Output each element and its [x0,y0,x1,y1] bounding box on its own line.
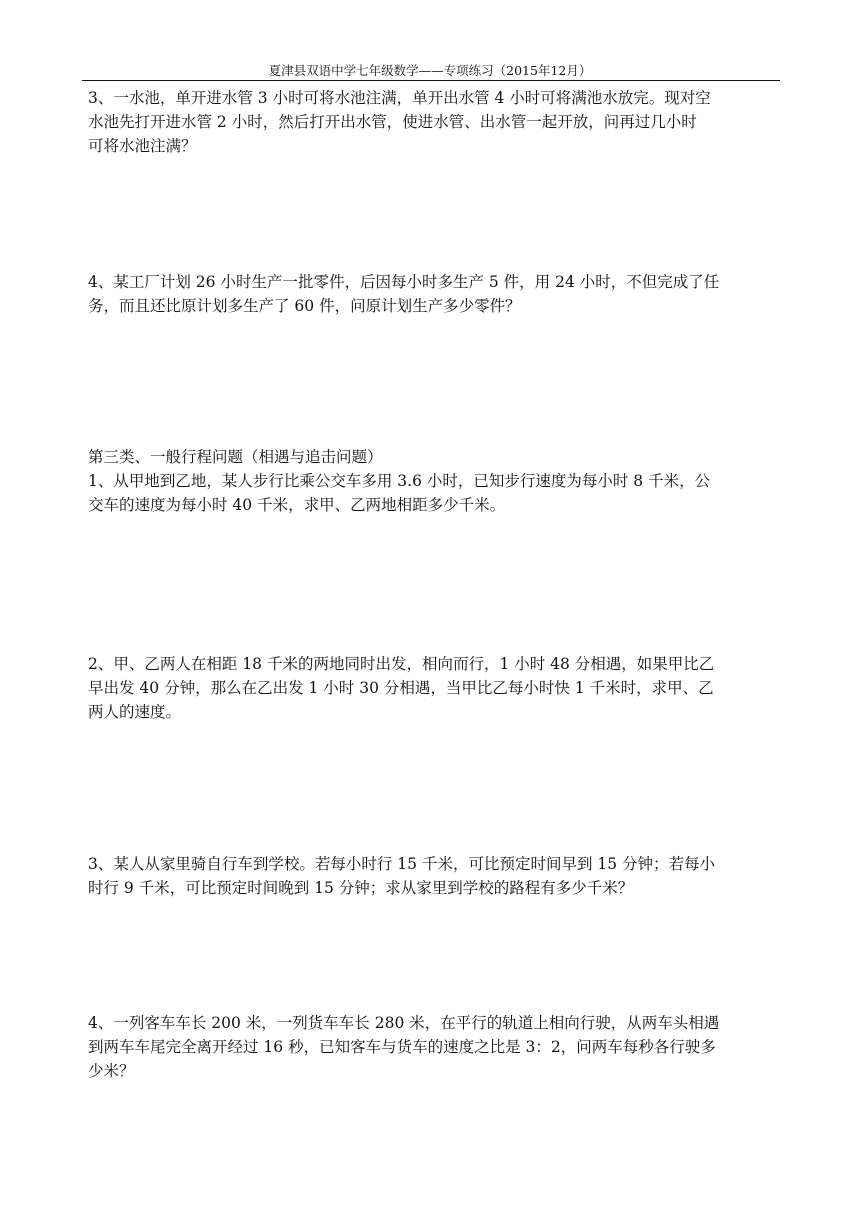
problem-line: 时行 9 千米，可比预定时间晚到 15 分钟；求从家里到学校的路程有多少千米？ [88,879,634,897]
problem-3-1 [88,469,778,517]
header-rule [82,80,780,81]
problem-line: 3、某人从家里骑自行车到学校。若每小时行 15 千米，可比预定时间早到 15 分钟；若每小 [88,855,716,873]
problem-line: 1、从甲地到乙地，某人步行比乘公交车多用 3.6 小时，已知步行速度为每小时 8 千米，公 [88,472,711,490]
problem-line: 4、一列客车车长 200 米，一列货车车长 280 米，在平行的轨道上相向行驶，从两车头相遇 [88,1014,720,1032]
problem-2-4 [88,270,778,318]
problem-line: 水池先打开进水管 2 小时，然后打开出水管，使进水管、出水管一起开放，问再过几小时 [88,113,697,131]
problem-line: 3、一水池，单开进水管 3 小时可将水池注满，单开出水管 4 小时可将满池水放完。现对空 [88,89,711,107]
problem-line: 可将水池注满？ [88,137,197,155]
section-3-title: 第三类、一般行程问题（相遇与追击问题） [88,448,383,466]
problem-line: 交车的速度为每小时 40 千米，求甲、乙两地相距多少千米。 [88,496,506,514]
problem-3-4 [88,1011,778,1083]
problem-line: 到两车车尾完全离开经过 16 秒，已知客车与货车的速度之比是 3：2，问两车每秒各行驶多 [88,1038,716,1056]
page-header: 夏津县双语中学七年级数学——专项练习（2015年12月） [268,63,592,78]
problem-line: 2、甲、乙两人在相距 18 千米的两地同时出发，相向而行，1 小时 48 分相遇，如果甲比乙 [88,655,715,673]
problem-2-3 [88,86,778,158]
problem-3-2 [88,652,778,724]
problem-3-3 [88,852,778,900]
problem-line: 务，而且还比原计划多生产了 60 件，问原计划生产多少零件？ [88,297,521,315]
problem-line: 两人的速度。 [88,703,182,721]
problem-line: 早出发 40 分钟，那么在乙出发 1 小时 30 分相遇，当甲比乙每小时快 1 千米时，求甲、乙 [88,679,714,697]
problem-line: 4、某工厂计划 26 小时生产一批零件，后因每小时多生产 5 件，用 24 小时，不但完成了任 [88,273,720,291]
problem-line: 少米？ [88,1062,135,1080]
